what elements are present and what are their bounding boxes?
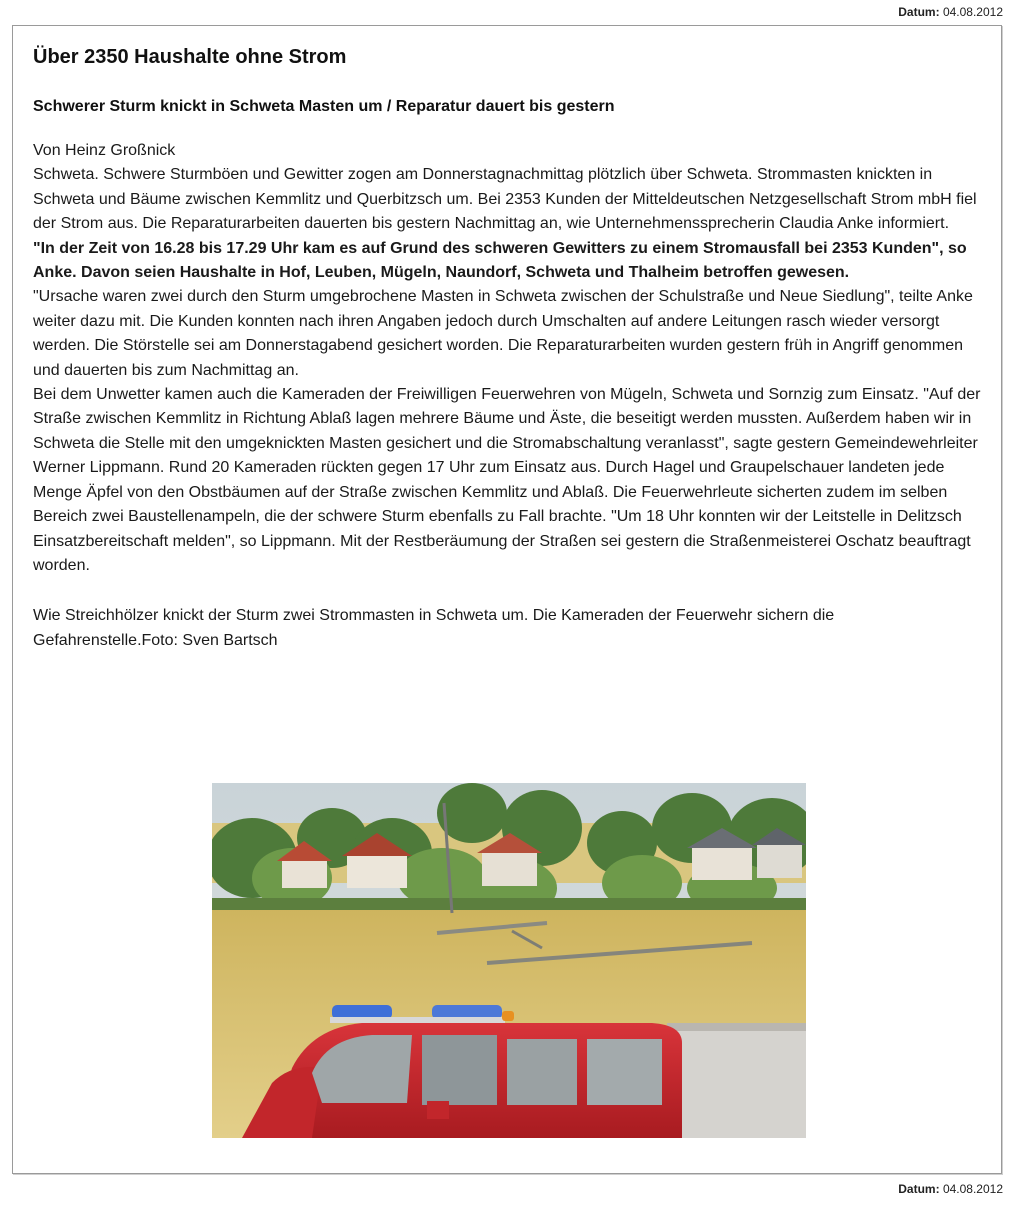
date-value: 04.08.2012: [942, 5, 1003, 19]
article-paragraph: "Ursache waren zwei durch den Sturm umgebrochene Masten in Schweta zwischen der Schulstraße und Neue Siedlung", teilte Anke weiter dazu mit. Die Kunden konnten nach ihren Angaben jedoch durch Umschalten auf andere Leitungen rasch wieder versorgt werden. Die Störstelle sei am Donnerstagabend gesichert worden. Die Reparaturarbeiten wurden gestern früh in Angriff genommen und dauerten bis zum Nachmittag an.: [33, 288, 973, 379]
article-paragraph-quote: "In der Zeit von 16.28 bis 17.29 Uhr kam es auf Grund des schweren Gewitters zu einem Stromausfall bei 2353 Kunden", so Anke. Davon seien Haushalte in Hof, Leuben, Mügeln, Naundorf, Schweta und Thalheim betroffen gewesen.: [33, 239, 967, 282]
article-frame: [12, 25, 1002, 1174]
footer-date: [898, 1182, 1003, 1196]
date-label: Datum:: [898, 5, 940, 19]
header-date: [898, 5, 1003, 19]
article-content: [33, 44, 983, 669]
photo-caption: Wie Streichhölzer knickt der Sturm zwei Strommasten in Schweta um. Die Kameraden der Feuerwehr sichern die Gefahrenstelle.Foto: Sven Bartsch: [33, 607, 835, 649]
article-paragraph: Bei dem Unwetter kamen auch die Kameraden der Freiwilligen Feuerwehren von Mügeln, Schweta und Sornzig zum Einsatz. "Auf der Straße zwischen Kemmlitz in Richtung Ablaß lagen mehrere Bäume und Äste, die beseitigt werden mussten. Außerdem haben wir in Schweta die Stelle mit den umgeknickten Masten gesichert und die Stromabschaltung veranlasst", sagte gestern Gemeindewehrleiter Werner Lippmann. Rund 20 Kameraden rückten gegen 17 Uhr zum Einsatz aus. Durch Hagel und Graupelschauer landeten jede Menge Äpfel von den Obstbäumen auf der Straße zwischen Kemmlitz und Ablaß. Die Feuerwehrleute sicherten zudem im selben Bereich zwei Baustellenampeln, die der schwere Sturm ebenfalls zu Fall brachte. "Um 18 Uhr konnten wir der Leitstelle in Delitzsch Einsatzbereitschaft melden", so Lippmann. Mit der Restberäumung der Straßen sei gestern die Straßenmeisterei Oschatz beauftragt worden.: [33, 386, 981, 574]
article-author: Von Heinz Großnick: [33, 142, 176, 159]
article-photo: [212, 783, 806, 1138]
date-label: Datum:: [898, 1182, 940, 1196]
article-title: Über 2350 Haushalte ohne Strom: [33, 46, 347, 68]
article-body: [33, 139, 983, 578]
article-paragraph: Schweta. Schwere Sturmböen und Gewitter zogen am Donnerstagnachmittag plötzlich über Schweta. Strommasten knickten in Schweta und Bäume zwischen Kemmlitz und Querbitzsch um. Bei 2353 Kunden der Mitteldeutschen Netzgesellschaft Strom mbH fiel der Strom aus. Die Reparaturarbeiten dauerten bis gestern Nachmittag an, wie Unternehmenssprecherin Claudia Anke informiert.: [33, 166, 977, 233]
article-subtitle: Schwerer Sturm knickt in Schweta Masten um / Reparatur dauert bis gestern: [33, 98, 615, 115]
date-value: 04.08.2012: [942, 1182, 1003, 1196]
